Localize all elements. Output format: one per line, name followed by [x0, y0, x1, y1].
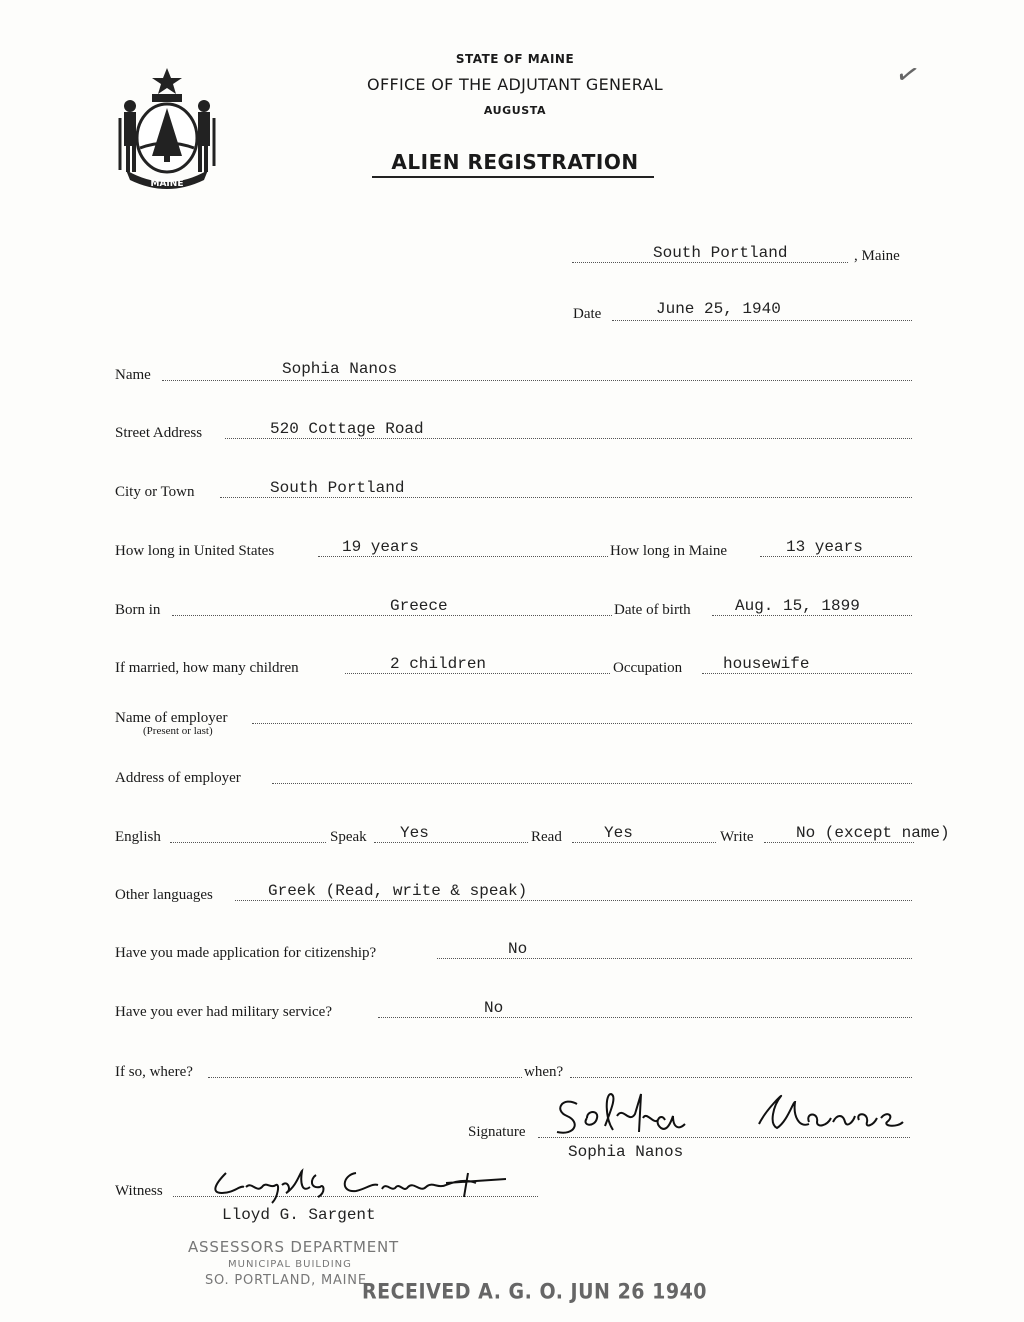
how-long-maine-label: How long in Maine: [610, 543, 728, 559]
if-so-where-label: If so, where?: [115, 1064, 193, 1080]
how-long-us-value: 19 years: [342, 538, 419, 556]
other-languages-label: Other languages: [115, 887, 213, 903]
location-suffix: , Maine: [854, 248, 900, 264]
date-of-birth-value: Aug. 15, 1899: [735, 597, 860, 615]
write-value: No (except name): [796, 824, 950, 842]
read-value: Yes: [604, 824, 633, 842]
witness-typed-name: Lloyd G. Sargent: [222, 1206, 376, 1224]
write-line: [764, 842, 914, 843]
check-mark-icon: ✓: [892, 55, 924, 94]
employer-name-line: [252, 723, 912, 724]
employer-address-line: [272, 783, 912, 784]
children-line: [345, 673, 610, 674]
street-value: 520 Cottage Road: [270, 420, 424, 438]
born-in-value: Greece: [390, 597, 448, 615]
location-value: South Portland: [653, 244, 788, 262]
children-value: 2 children: [390, 655, 487, 673]
employer-address-label: Address of employer: [115, 770, 241, 786]
born-in-label: Born in: [115, 602, 161, 618]
signature-handwriting: [547, 1088, 957, 1150]
how-long-maine-line: [760, 556, 912, 557]
city-label: City or Town: [115, 484, 195, 500]
header-state: STATE OF MAINE: [455, 52, 575, 66]
read-line: [572, 842, 716, 843]
date-of-birth-label: Date of birth: [614, 602, 691, 618]
how-long-us-line: [318, 556, 608, 557]
when-label: when?: [524, 1064, 564, 1080]
street-line: [225, 438, 912, 439]
header-office: OFFICE OF THE ADJUTANT GENERAL: [367, 75, 663, 94]
witness-label: Witness: [115, 1183, 163, 1199]
received-stamp: RECEIVED A. G. O. JUN 26 1940: [362, 1279, 708, 1305]
speak-label: Speak: [330, 829, 367, 845]
employer-name-label: Name of employer: [115, 710, 228, 726]
occupation-line: [702, 673, 912, 674]
speak-value: Yes: [400, 824, 429, 842]
form-title: ALIEN REGISTRATION: [391, 150, 639, 174]
signature-label: Signature: [468, 1124, 526, 1140]
how-long-us-label: How long in United States: [115, 543, 275, 559]
when-line: [570, 1077, 912, 1078]
date-label: Date: [573, 306, 602, 322]
name-line: [162, 380, 912, 381]
military-value: No: [484, 999, 504, 1017]
maine-seal-icon: [112, 66, 222, 192]
occupation-label: Occupation: [613, 660, 683, 676]
date-of-birth-line: [712, 615, 912, 616]
street-label: Street Address: [115, 425, 203, 441]
other-languages-line: [235, 900, 912, 901]
seal-banner-text: MAINE: [150, 179, 184, 189]
name-label: Name: [115, 367, 151, 383]
assessors-stamp-line1: ASSESSORS DEPARTMENT: [188, 1238, 400, 1256]
where-line: [208, 1077, 522, 1078]
city-line: [220, 497, 912, 498]
children-label: If married, how many children: [115, 660, 299, 676]
read-label: Read: [531, 829, 562, 845]
occupation-value: housewife: [723, 655, 810, 673]
citizenship-label: Have you made application for citizenship?: [115, 945, 377, 961]
citizenship-value: No: [508, 940, 528, 958]
date-value: June 25, 1940: [656, 300, 781, 318]
assessors-stamp-line2: MUNICIPAL BUILDING: [228, 1259, 352, 1270]
citizenship-line: [437, 958, 912, 959]
signature-typed-name: Sophia Nanos: [568, 1143, 684, 1161]
assessors-stamp-line3: SO. PORTLAND, MAINE: [205, 1273, 367, 1288]
english-label: English: [115, 829, 161, 845]
city-value: South Portland: [270, 479, 405, 497]
title-underline: [372, 176, 654, 178]
military-line: [378, 1017, 912, 1018]
location-line: [572, 262, 848, 263]
name-value: Sophia Nanos: [282, 360, 398, 378]
header-city: AUGUSTA: [483, 104, 547, 117]
date-line: [612, 320, 912, 321]
born-in-line: [172, 615, 612, 616]
speak-line: [374, 842, 528, 843]
write-label: Write: [720, 829, 754, 845]
military-label: Have you ever had military service?: [115, 1004, 332, 1020]
how-long-maine-value: 13 years: [786, 538, 863, 556]
other-languages-value: Greek (Read, write & speak): [268, 882, 528, 900]
english-line: [170, 842, 326, 843]
employer-name-sublabel: (Present or last): [143, 725, 213, 737]
witness-handwriting: [206, 1163, 506, 1205]
